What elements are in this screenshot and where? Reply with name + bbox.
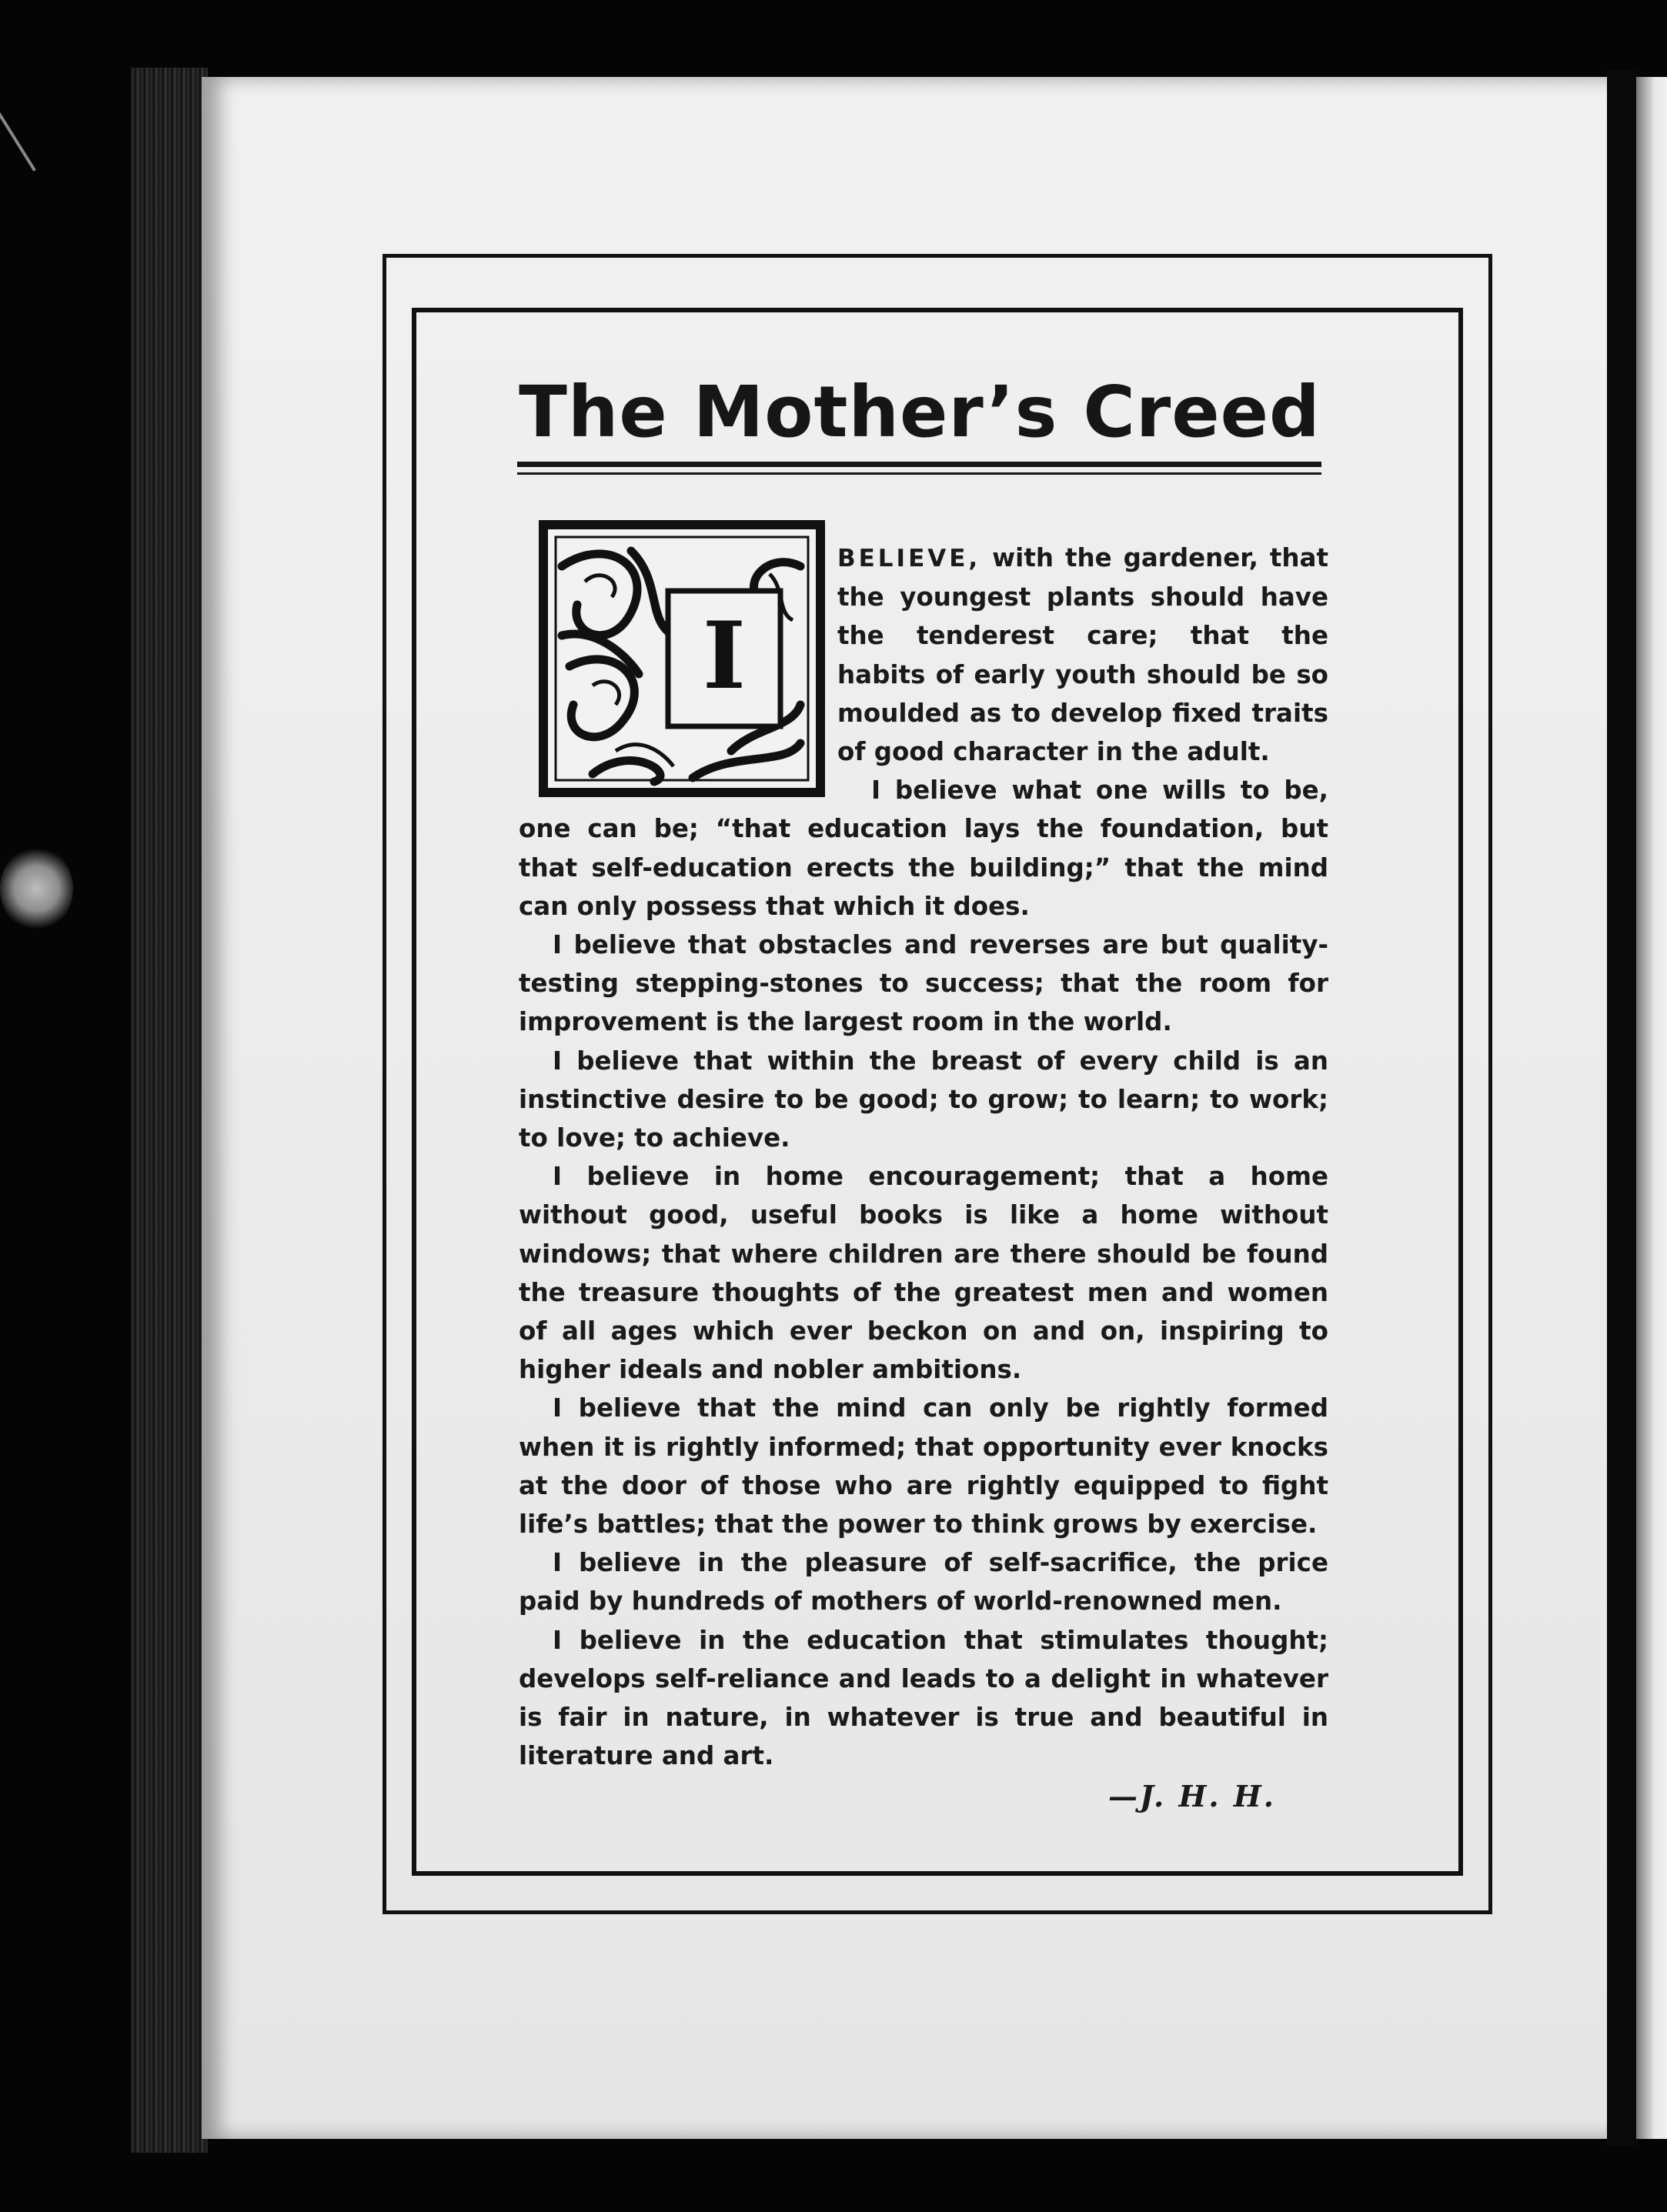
- title-underline-thick: [517, 462, 1321, 467]
- paragraph-3: I believe that obstacles and reverses are but quality-testing stepping-stones to success; that the room for improvement is the largest room in the world.: [519, 930, 1328, 1037]
- scan-artifact-smudge: [0, 846, 73, 931]
- paragraph-1-text: with the gardener, that the youngest plants should have the tenderest care; that the habits of early youth should be so moulded as to develop fixed traits of good character in the adult.: [837, 543, 1328, 767]
- paragraph-4: I believe that within the breast of every child is an instinctive desire to be good; to grow; to learn; to work; to love; to achieve.: [519, 1046, 1328, 1153]
- article-title: The Mother’s Creed: [519, 371, 1321, 453]
- paragraph-5: I believe in home encouragement; that a home without good, useful books is like a home without windows; that where children are there should be found the treasure thoughts of the greatest men and women of all ages which ever beckon on and on, inspiring to higher ideals and nobler ambitions.: [519, 1162, 1328, 1385]
- article-body: [519, 539, 1328, 1776]
- title-underline-thin: [517, 472, 1321, 475]
- author-signature: —J. H. H.: [1108, 1779, 1276, 1813]
- facing-page-edge: [1636, 77, 1667, 2139]
- paragraph-6: I believe that the mind can only be rightly formed when it is rightly informed; that opportunity ever knocks at the door of those who are rightly equipped to fight life’s battles; that the power to think grows by exercise.: [519, 1393, 1328, 1540]
- scan-artifact-mark: [0, 98, 36, 171]
- paragraph-1: [519, 539, 1328, 771]
- page-edges: [131, 68, 208, 2153]
- book-gutter: [1607, 69, 1638, 2147]
- paragraph-8: I believe in the education that stimulates thought; develops self-reliance and leads to a delight in whatever is fair in nature, in whatever is true and beautiful in literature and art.: [519, 1625, 1328, 1771]
- opening-word: BELIEVE,: [837, 545, 981, 572]
- drop-cap-space: [519, 539, 837, 808]
- paragraph-2: I believe what one wills to be, one can be; “that education lays the foundation, but that self-education erects the building;” that the mind can only possess that which it does.: [519, 776, 1328, 921]
- drop-cap-letter: I: [702, 602, 747, 710]
- paragraph-7: I believe in the pleasure of self-sacrifice, the price paid by hundreds of mothers of world-renowned men.: [519, 1548, 1328, 1616]
